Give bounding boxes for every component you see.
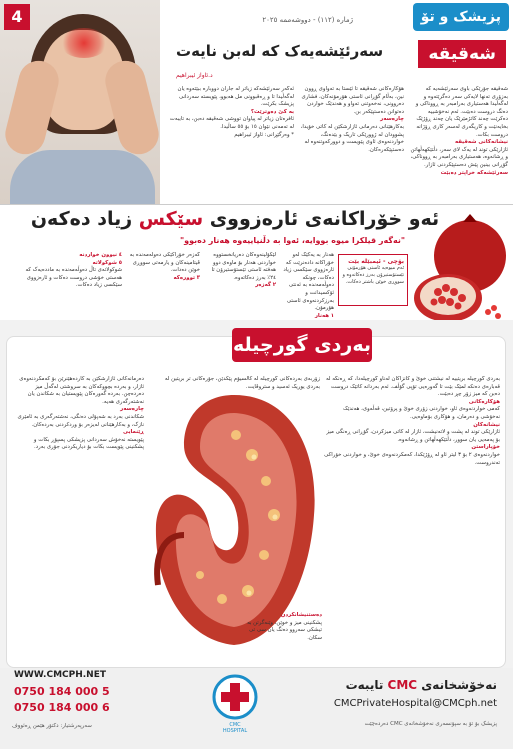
cmc-logo xyxy=(210,674,260,732)
section-logo: پزیشک و تۆ xyxy=(413,3,509,31)
pom-item-1-label: هەنار xyxy=(314,312,329,318)
email-link[interactable]: CMCPrivateHospital@CMCph.net xyxy=(333,698,497,709)
kidney-right-text-d: خواردنەوەی ٢ بۆ ٣ لیتر ئاو لە ڕۆژێکدا، کەمکردنەوەی خوێ، و خواردنی خۆراکی تەندروست. xyxy=(324,451,500,466)
headline-part-2: زیاد دەکەن xyxy=(30,208,133,230)
kidney-mid-text: زۆربەی بەردەکانی گورچیلە لە کالسیۆم پێکدێن، جۆرەکانی تر بریتین لە بەردی یوریک ئەسید و ستروڤایت. xyxy=(164,376,320,390)
headache-byline: د.ئاواز ئیبراهیم xyxy=(176,72,213,79)
kidney-mid-subhead: دەستنیشانکردن xyxy=(280,612,322,618)
headache-headline: سەرئێشەیەک کە لەبن نایەت xyxy=(176,42,384,60)
headache-column-3 xyxy=(168,86,294,204)
cmc-logo-label xyxy=(210,722,260,734)
kidney-right-subhead-3: خۆپاراستن xyxy=(471,444,500,451)
kidney-right-text-c: ئازارێکی توند لە پشت و لاتەنیشت، ئازار لە کاتی میزکردن، گۆڕانی ڕەنگی میز بۆ پەمەیی یان سوور، دڵتێکهەڵهاتن و ڕشانەوە. xyxy=(326,429,500,443)
pomegranate-quote-box xyxy=(338,254,408,306)
kidney-right-subhead-2: نیشانەکان xyxy=(473,421,500,428)
headache-photo xyxy=(0,0,160,205)
pomegranate-column-b xyxy=(204,252,276,318)
headline-highlight: سێکس xyxy=(138,208,204,230)
headache-column-2 xyxy=(300,86,404,204)
headache-col1-subhead: نیشانەکانی شەقیقە xyxy=(455,139,508,146)
footer-headline-post: تایبەت xyxy=(345,678,384,692)
footer-headline xyxy=(346,678,497,692)
headline-part-1: ئەو خۆراکانەی ئارەزووی xyxy=(209,208,440,230)
kidney-left-subhead-2: ڕێنمایی xyxy=(122,429,144,436)
kidney-right-subhead-1: هۆکارەکانی xyxy=(468,398,500,405)
pom-item-3-label: توورەکە xyxy=(173,274,195,281)
pomegranate-column-a xyxy=(280,252,334,318)
quote-text: ئەم میوەیە ئاستی هۆرمۆنی تێستۆستیرۆن بەرز دەکاتەوە و سووڕی خوێن باشتر دەکات. xyxy=(342,265,404,285)
pom-item-5-number: ٥ xyxy=(118,259,122,266)
pom-item-2-label: گەزەر xyxy=(255,282,271,289)
pom-item-1-number: ١ xyxy=(330,312,334,318)
pom-col-a-text: هەنار بە یەکێک لەو خۆراکانە دادەنرێت کە ئارەزووی سێکسی زیاد دەکات، چونکە دەوڵەمەندە بە ئەنتی ئۆکسیدانت و بەرزکردنەوەی ئاستی هۆرمۆن. xyxy=(283,252,334,312)
pomegranate-column-d xyxy=(8,252,122,318)
headache-col1-text: شەقیقە جۆرێکی باوی سەرئێشەیە کە بەزۆری تەنها لایەکی سەر دەگرێتەوە و لەگەڵیدا هەستیاری بەرامبەر بە ڕووناکی و دەنگ دروست دەبێت. ئەم نەخۆشییە دەکرێت چەند کاتژمێرێک یان چەند ڕۆژێک بخایەنێت و کاریگەری لەسەر کاری ڕۆژانە دروست بکات. xyxy=(415,86,508,138)
kidney-right-text: بەردی گورچیلە بریتییە لە نیشتنی خوێ و کانزاکان لەناو گورچیلەدا، کە ڕەنگە لە قەبارەی دەنکە لمێک بێت تا گەورەیی تۆپی گۆڵف. ئەم بەردانە کاتێک دروست دەبن کە میز زۆر چڕ دەبێت. xyxy=(326,376,500,398)
kidney-left-text-b: شکاندنی بەرد بە شەپۆلی دەنگی، نەشتەرگەری بە ئامێری نازک، و بەکارهێنانی لەیزەر بۆ وردکردنی بەردەکان. xyxy=(17,413,144,428)
pomegranate-photo xyxy=(408,212,513,327)
headache-col2-text: هۆکارەکانی شەقیقە تا ئێستا بە تەواوی ڕوون نین، بەڵام گۆڕانی ئاستی هۆرمۆنەکان، فشاری دەروونی، نەخەوتنی تەواو و هەندێک خواردن دەتوانن دەستپێکەر بن. xyxy=(301,86,404,115)
footer-headline-brand: CMC xyxy=(387,678,418,692)
headache-col2-text-b: بەکارهێنانی دەرمانی ئازارشکێن لە کاتی خۆیدا، پشوودان لە ژوورێکی تاریک و بێدەنگ، خواردنەوەی ئاوی پێویست و دوورکەوتنەوە لە دەستپێکەرەکان. xyxy=(300,123,404,153)
kidney-left-text-c: پێویستە نەخۆش سەردانی پزیشکی پسپۆڕ بکات و پشکنینی پێویست بکات بۆ دیاریکردنی جۆری بەرد. xyxy=(33,436,144,451)
kidney-right-text-b: کەمی خواردنەوەی ئاو، خواردنی زۆری خوێ و پرۆتین، قەڵەوی، هەندێک نەخۆشی و دەرمان، و هۆکاری بۆماوەیی. xyxy=(343,406,500,420)
pomegranate-column-c xyxy=(126,252,200,318)
cmc-logo-subtext: HOSPITAL xyxy=(222,728,248,734)
kidney-column-right xyxy=(324,376,500,664)
headache-col3-text: ئەگەر سەرئێشەکە زیاتر لە جاران دووبارە ببێتەوە یان لەگەڵیدا تا و ڕەقبوونی مل هەبوو، پێویستە سەردانی پزیشک بکرێت. xyxy=(177,86,294,108)
website-link[interactable]: WWW.CMCPH.NET xyxy=(14,670,106,680)
kidney-title: بەردی گورچیلە xyxy=(232,328,372,362)
cmc-logo-text: CMC xyxy=(229,722,241,728)
headache-col1-text-b: ئازارێکی توند لە یەک لای سەر، دڵتێکهەڵهاتن و ڕشانەوە، هەستیاری بەرامبەر بە ڕووناکی، گۆڕانی بینین پێش دەستپێکردنی ئازار. xyxy=(410,146,508,168)
phone-number-2: 0750 184 000 6 xyxy=(14,701,110,714)
pom-item-4-label: نیوون خواردنە xyxy=(79,252,117,258)
pom-col-c-text: گەزەر خۆراکێکی دەوڵەمەندە بە ڤیتامینەکان و یارمەتی سووڕی خوێن دەدات. xyxy=(129,252,200,274)
section-divider xyxy=(0,204,513,205)
photo-shirt xyxy=(10,150,155,205)
footer-sponsor-note: پزیشک بۆ تۆ بە سپۆنسەری نەخۆشخانەی CMC دەردەچێت xyxy=(364,721,497,727)
headache-col3-credit: * وەرگێڕانی: ئاواز ئیبراهیم xyxy=(234,131,294,138)
headache-headline-box xyxy=(176,40,506,70)
kidney-mid-text-b: پشکنینی میز و خوێن، وێنەگرتن بە تیشکی سەروو دەنگ یان سی تی سکان. xyxy=(247,619,322,641)
pain-highlight xyxy=(60,28,108,58)
kidney-column-left xyxy=(14,376,144,664)
pom-item-4-number: ٤ xyxy=(118,252,122,258)
headache-col2-subhead: چارەسەر xyxy=(380,116,404,123)
pom-col-b-text: لێکۆڵینەوەکان دەریانخستووە خواردنی هەنار بۆ ماوەی دوو هەفتە ئاستی تێستۆستیرۆن تا ٢٤٪ بەرز دەکاتەوە. xyxy=(211,252,276,281)
pom-col-d-text: شوکولاتەی تاڵ دەوڵەمەندە بە ماددەیەک کە هەستی خۆشی دروست دەکات و ئارەزووی سێکسی زیاد دەکات. xyxy=(25,267,122,289)
pomegranate-headline xyxy=(30,208,440,230)
kidney-column-middle-b xyxy=(236,612,322,664)
phone-number-1: 0750 184 000 5 xyxy=(14,685,110,698)
footer-credit: سەرپەرشتیار: دکتۆر هێمن ڕەئووف xyxy=(12,723,92,729)
pom-item-3-number: ٣ xyxy=(196,274,200,281)
quote-label: بۆچی - ئیمبێلە بێت xyxy=(348,258,404,265)
pomegranate-headline-box xyxy=(30,208,440,234)
headache-col1-subhead-2: سەرئێشەکە خراپتر دەبێت xyxy=(440,169,508,176)
kidney-column-middle xyxy=(150,376,320,402)
cmc-logo-icon xyxy=(210,674,260,720)
headache-col3-text-b: ئافرەتان زیاتر لە پیاوان تووشی شەقیقە دەبن، بە تایبەت لە تەمەنی نێوان ١٥ بۆ ٥٥ ساڵیدا. xyxy=(169,116,294,130)
headache-column-1 xyxy=(410,86,508,204)
pom-item-2-number: ٢ xyxy=(272,282,276,289)
issue-line: ژمارە (١١٢) - دووشەممە ٢٠٢٥ xyxy=(262,16,353,24)
footer-headline-pre: نەخۆشخانەی xyxy=(421,678,497,692)
headache-col3-subhead: بە کێ دەوترێت؟ xyxy=(250,108,294,115)
pom-item-5-label: شوکولاتە xyxy=(92,259,117,266)
kidney-left-text: دەرمانەکانی ئازارشکێن بە کاردەهێنرێن بۆ کەمکردنەوەی ئازار، و بەردە بچووکەکان بە سروشتی لەگەڵ میز دەردەچن. بەردە گەورەکان پێویستیان بە شکاندن یان نەشتەرگەری هەیە. xyxy=(19,376,144,405)
kidney-left-subhead-1: چارەسەر xyxy=(120,406,144,413)
headache-kicker: شەقیقە xyxy=(418,40,506,68)
pomegranate-subtitle: "نەگەر قیلکرا میوە بووایە، ئەوا بە دڵنیاییەوە هەنار دەبوو" xyxy=(180,236,406,245)
footer xyxy=(0,668,513,749)
page-number: 4 xyxy=(4,4,30,30)
